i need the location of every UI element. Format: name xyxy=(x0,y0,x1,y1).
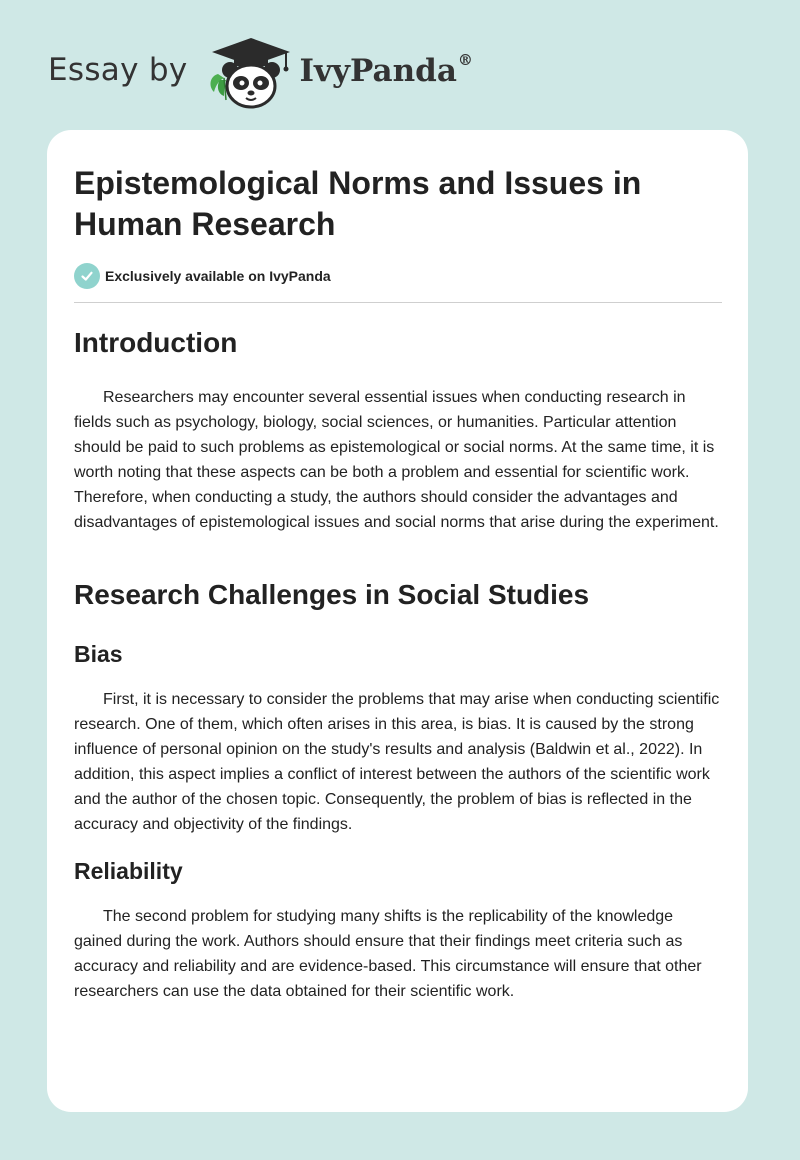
check-icon xyxy=(74,263,100,289)
bias-paragraph: First, it is necessary to consider the problems that may arise when conducting scientific research. One of them, which often arises in this area, is bias. It is caused by the strong influence of personal opinion on the study's results and analysis (Baldwin et al., 2022). In addition, this aspect implies a conflict of interest between the authors of the scientific work and the author of the chosen topic. Consequently, the problem of bias is reflected in the accuracy and objectivity of the findings. xyxy=(74,691,720,833)
section-heading-research-challenges: Research Challenges in Social Studies xyxy=(74,579,590,610)
brand-name[interactable] xyxy=(300,53,473,89)
essay-card xyxy=(47,130,748,1112)
section-heading-introduction: Introduction xyxy=(74,327,238,358)
introduction-paragraph: Researchers may encounter several essential issues when conducting research in fields such as psychology, biology, social sciences, or humanities. Particular attention should be paid to such problems as epistemological or social norms. At the same time, it is worth noting that these aspects can be both a problem and essential for scientific work. Therefore, when conducting a study, the authors should consider the advantages and disadvantages of epistemological issues and social norms that arise during the experiment. xyxy=(74,389,719,531)
subsection-heading-reliability: Reliability xyxy=(74,858,183,884)
exclusive-badge-label: Exclusively available on IvyPanda xyxy=(105,268,331,284)
page-title: Epistemological Norms and Issues in Human Research xyxy=(74,165,642,242)
subsection-heading-bias: Bias xyxy=(74,641,123,667)
essay-by-label: Essay by xyxy=(48,52,188,88)
exclusive-badge xyxy=(74,263,331,289)
leaf-icon xyxy=(210,74,225,100)
reliability-paragraph: The second problem for studying many shifts is the replicability of the knowledge gained during the work. Authors should ensure that their findings meet criteria such as accuracy and reliability and are evidence-based. This circumstance will ensure that other researchers can use the data obtained for their scientific work. xyxy=(74,908,702,1000)
registered-mark: ® xyxy=(457,51,473,69)
brand-label: IvyPanda xyxy=(299,53,457,89)
title-divider xyxy=(74,302,722,303)
panda-graduate-icon[interactable] xyxy=(206,34,296,110)
site-header xyxy=(48,34,473,110)
